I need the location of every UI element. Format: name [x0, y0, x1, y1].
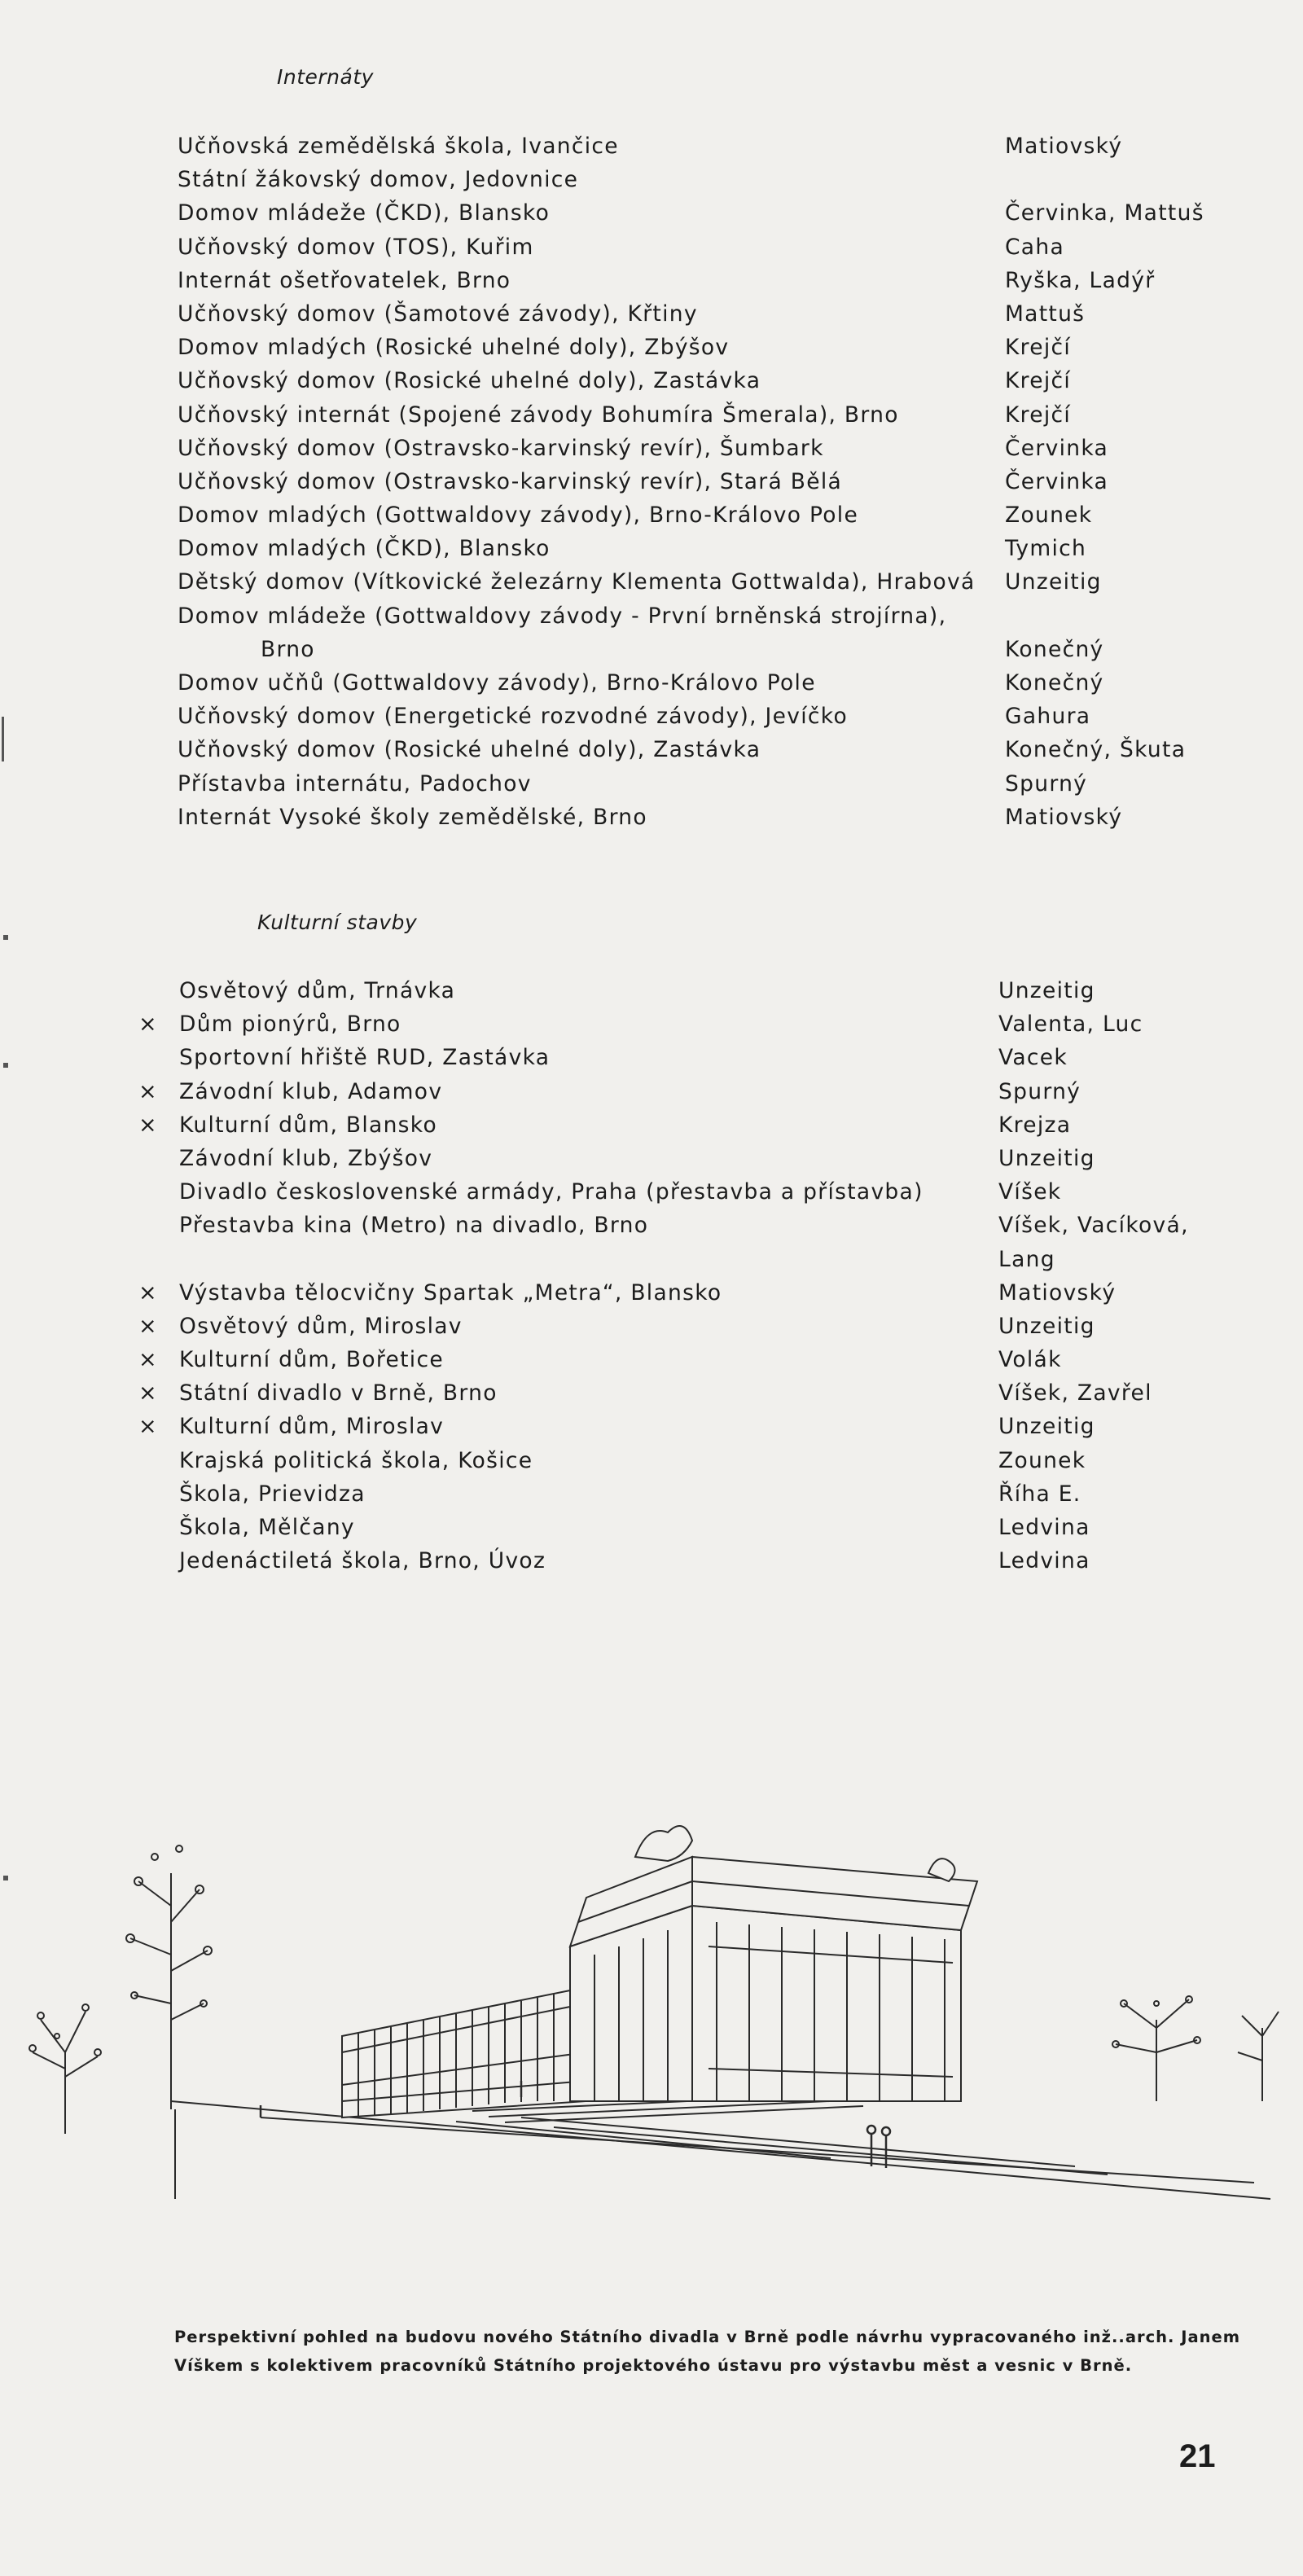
list-item: [0, 365, 1303, 398]
list-item: [0, 1344, 1303, 1377]
list-item: [0, 265, 1303, 298]
building-name: Domov mládeže (ČKD), Blansko: [178, 200, 551, 226]
building-name: Jedenáctiletá škola, Brno, Úvoz: [179, 1548, 546, 1574]
building-name: Domov učňů (Gottwaldovy závody), Brno-Královo Pole: [178, 670, 816, 696]
architect-name: Víšek, Zavřel: [998, 1380, 1152, 1406]
building-name: Učňovský domov (Šamotové závody), Křtiny: [178, 301, 698, 327]
building-name: Učňovská zemědělská škola, Ivančice: [178, 134, 619, 159]
list-item: [0, 298, 1303, 331]
architect-name: Lang: [998, 1246, 1055, 1272]
marked-x-icon: ×: [138, 1012, 158, 1038]
list-item: [0, 1076, 1303, 1109]
list-item: [0, 1411, 1303, 1444]
building-name: Výstavba tělocvičny Spartak „Metra“, Blansko: [179, 1279, 722, 1306]
list-item: [0, 1244, 1303, 1277]
list-item: [0, 1008, 1303, 1042]
list-item: [0, 1143, 1303, 1176]
architect-name: Tymich: [1005, 536, 1087, 562]
architect-name: Konečný, Škuta: [1005, 737, 1187, 763]
building-name: Přístavba internátu, Padochov: [178, 770, 532, 796]
architect-name: Unzeitig: [998, 1414, 1095, 1440]
plaza-line: [521, 2117, 1075, 2166]
architect-name: Krejčí: [1005, 335, 1072, 361]
building-name: Dům pionýrů, Brno: [179, 1012, 401, 1038]
list-item: [0, 130, 1303, 164]
building-name: Škola, Mělčany: [179, 1515, 355, 1540]
building-name: Závodní klub, Adamov: [179, 1078, 443, 1104]
building-name: Přestavba kina (Metro) na divadlo, Brno: [179, 1213, 649, 1239]
marked-x-icon: ×: [138, 1313, 158, 1339]
plaza-line: [261, 2117, 1254, 2183]
kulturni-stavby-list: [0, 975, 1303, 1578]
list-item: [0, 1277, 1303, 1310]
margin-mark: [3, 935, 8, 940]
architect-name: Červinka: [1005, 468, 1109, 494]
theatre-perspective-illustration: [16, 1759, 1303, 2313]
architect-name: Zounek: [1005, 502, 1093, 529]
architect-name: Krejčí: [1005, 368, 1072, 394]
architect-name: Gahura: [1005, 704, 1091, 730]
list-item: [0, 801, 1303, 835]
list-item: [0, 734, 1303, 767]
main-building: [570, 1826, 977, 2101]
plaza-line: [554, 2127, 1108, 2174]
list-item: [0, 1209, 1303, 1243]
margin-mark: [2, 717, 4, 761]
building-name: Dětský domov (Vítkovické železárny Klementa Gottwalda), Hrabová: [178, 569, 976, 595]
building-name: Krajská politická škola, Košice: [179, 1447, 533, 1473]
list-item: [0, 768, 1303, 801]
architect-name: Unzeitig: [998, 1313, 1095, 1339]
building-name: Učňovský domov (TOS), Kuřim: [178, 234, 534, 260]
list-item: [0, 1377, 1303, 1411]
list-item: [0, 331, 1303, 365]
building-name: Sportovní hřiště RUD, Zastávka: [179, 1045, 551, 1071]
architect-name: Konečný: [1005, 670, 1104, 696]
illustration-caption: Perspektivní pohled na budovu nového Státního divadla v Brně podle návrhu vypracovaného inž..arch. Janem Víškem s kolektivem pracovníků Státního projektového ústavu pro výstavbu měst a vesnic v Brně.: [174, 2328, 1241, 2375]
list-item: [0, 399, 1303, 432]
building-name: Domov mladých (Rosické uhelné doly), Zbýšov: [178, 335, 730, 361]
building-name: Učňovský internát (Spojené závody Bohumíra Šmerala), Brno: [178, 402, 899, 428]
architect-name: Unzeitig: [998, 978, 1095, 1003]
building-name: Učňovský domov (Ostravsko-karvinský revír), Stará Bělá: [178, 468, 843, 494]
section-title-kulturni-stavby: Kulturní stavby: [257, 911, 418, 934]
building-name: Internát ošetřovatelek, Brno: [178, 267, 511, 293]
architect-name: Ledvina: [998, 1515, 1090, 1540]
list-item: [0, 600, 1303, 634]
architect-name: Ledvina: [998, 1548, 1090, 1574]
building-name: Kulturní dům, Miroslav: [179, 1414, 445, 1440]
building-name: Závodní klub, Zbýšov: [179, 1145, 433, 1171]
list-item: [0, 566, 1303, 599]
list-item: [0, 466, 1303, 499]
list-item: [0, 1310, 1303, 1344]
list-item: [0, 231, 1303, 265]
marked-x-icon: ×: [138, 1347, 158, 1373]
building-name: Kulturní dům, Bořetice: [179, 1347, 444, 1373]
building-name: Učňovský domov (Rosické uhelné doly), Zastávka: [178, 737, 761, 763]
building-name: Brno: [261, 636, 315, 662]
architect-name: Víšek: [998, 1179, 1062, 1205]
building-name: Učňovský domov (Ostravsko-karvinský revír), Šumbark: [178, 435, 824, 461]
architect-name: Červinka: [1005, 435, 1109, 461]
list-item: [0, 533, 1303, 566]
architect-name: Caha: [1005, 234, 1064, 260]
list-item: [0, 499, 1303, 533]
list-item: [0, 197, 1303, 230]
page-number: 21: [1179, 2438, 1216, 2474]
building-name: Domov mladých (Gottwaldovy závody), Brno-Královo Pole: [178, 502, 859, 529]
architect-name: Krejza: [998, 1112, 1072, 1138]
list-item: [0, 1042, 1303, 1075]
marked-x-icon: ×: [138, 1112, 158, 1138]
list-item: [0, 667, 1303, 700]
list-item: [0, 1512, 1303, 1545]
tree-left-tall: [126, 1845, 212, 2109]
list-item: [0, 1545, 1303, 1578]
architect-name: Vacek: [998, 1045, 1068, 1071]
building-name: Státní žákovský domov, Jedovnice: [178, 167, 579, 193]
architect-name: Spurný: [998, 1078, 1081, 1104]
architect-name: Unzeitig: [1005, 569, 1102, 595]
marked-x-icon: ×: [138, 1414, 158, 1440]
section-title-internaty: Internáty: [277, 65, 374, 89]
list-item: [0, 700, 1303, 734]
architect-name: Červinka, Mattuš: [1005, 200, 1204, 226]
building-name: Učňovský domov (Energetické rozvodné závody), Jevíčko: [178, 704, 848, 730]
marked-x-icon: ×: [138, 1279, 158, 1306]
list-item: [0, 1109, 1303, 1143]
building-name: Internát Vysoké školy zemědělské, Brno: [178, 804, 647, 830]
building-name: Učňovský domov (Rosické uhelné doly), Zastávka: [178, 368, 761, 394]
plaza-line: [171, 2101, 1270, 2199]
architect-name: Mattuš: [1005, 301, 1086, 327]
building-name: Škola, Prievidza: [179, 1481, 366, 1507]
architect-name: Krejčí: [1005, 402, 1072, 428]
architect-name: Matiovský: [998, 1279, 1117, 1306]
architect-name: Zounek: [998, 1447, 1086, 1473]
tree-right: [1112, 1996, 1279, 2101]
building-name: Kulturní dům, Blansko: [179, 1112, 437, 1138]
architect-name: Spurný: [1005, 770, 1088, 796]
building-name: Osvětový dům, Miroslav: [179, 1313, 463, 1339]
building-name: Osvětový dům, Trnávka: [179, 978, 456, 1003]
margin-mark: [3, 1876, 8, 1880]
architect-name: Víšek, Vacíková,: [998, 1213, 1189, 1239]
internaty-list: [0, 130, 1303, 835]
architect-name: Říha E.: [998, 1481, 1081, 1507]
margin-mark: [3, 1063, 8, 1068]
list-item: [0, 1176, 1303, 1209]
left-wing: [342, 1987, 586, 2117]
building-name: Státní divadlo v Brně, Brno: [179, 1380, 498, 1406]
architect-name: Matiovský: [1005, 804, 1123, 830]
list-item: [0, 975, 1303, 1008]
list-item: [0, 164, 1303, 197]
architect-name: Unzeitig: [998, 1145, 1095, 1171]
tree-left: [29, 2004, 101, 2134]
building-name: Domov mládeže (Gottwaldovy závody - První brněnská strojírna),: [178, 603, 947, 629]
list-item: [0, 432, 1303, 466]
building-name: Domov mladých (ČKD), Blansko: [178, 536, 551, 562]
architect-name: Ryška, Ladýř: [1005, 267, 1156, 293]
architect-name: Konečný: [1005, 636, 1104, 662]
architect-name: Volák: [998, 1347, 1062, 1373]
list-item: [0, 634, 1303, 667]
list-item: [0, 1478, 1303, 1512]
marked-x-icon: ×: [138, 1078, 158, 1104]
list-item: [0, 1445, 1303, 1478]
marked-x-icon: ×: [138, 1380, 158, 1406]
architect-name: Matiovský: [1005, 134, 1123, 159]
building-name: Divadlo československé armády, Praha (přestavba a přístavba): [179, 1179, 924, 1205]
architect-name: Valenta, Luc: [998, 1012, 1143, 1038]
